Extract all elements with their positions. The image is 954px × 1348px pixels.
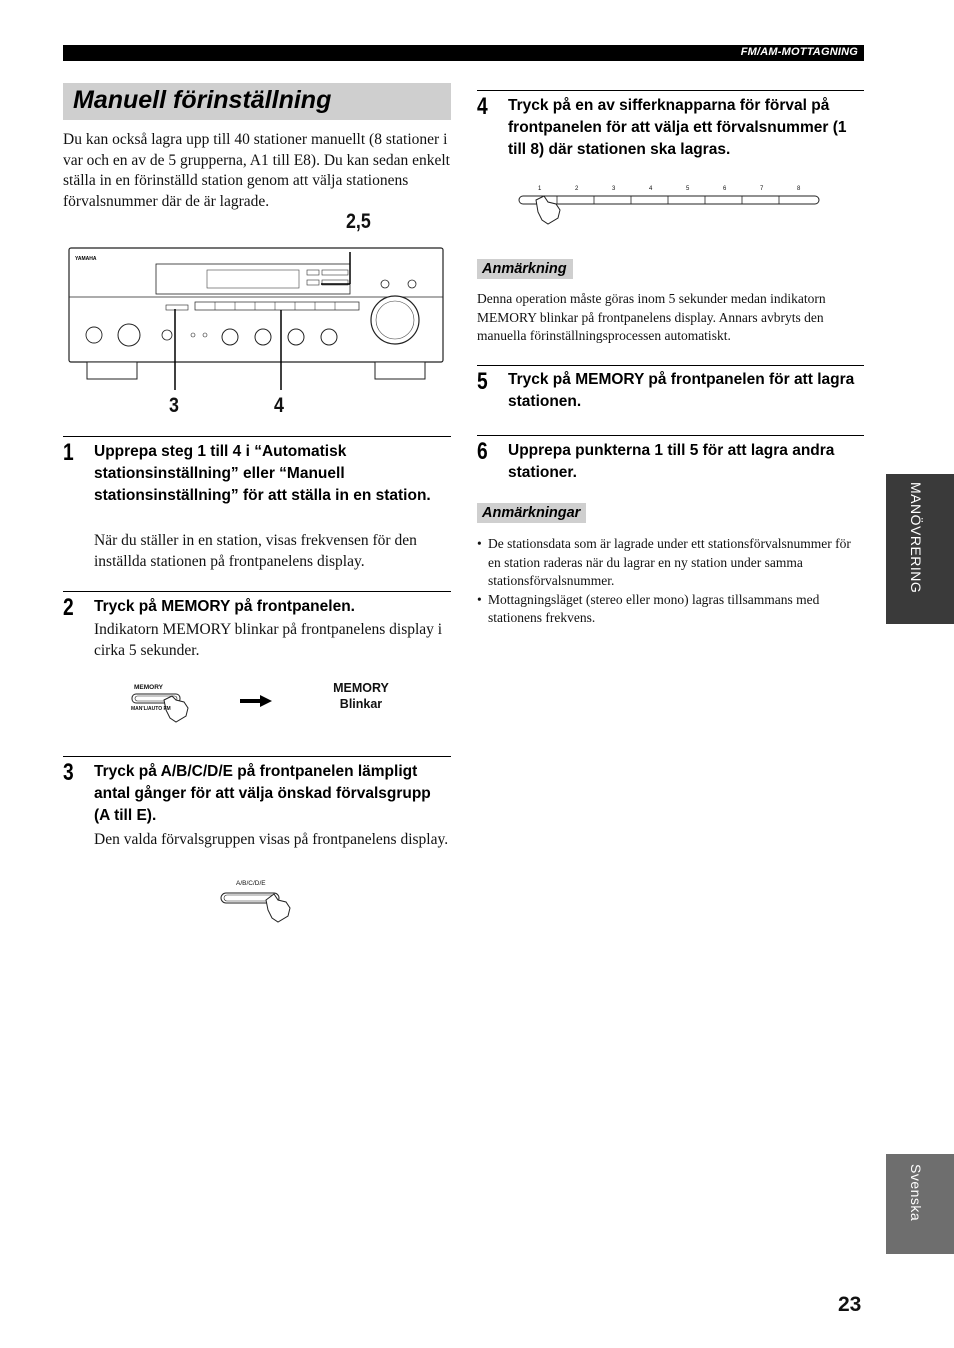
- preset-buttons-figure: [516, 184, 826, 226]
- page-title: Manuell förinställning: [73, 86, 332, 114]
- step-3-text: Den valda förvalsgruppen visas på frontpanelens display.: [94, 831, 449, 848]
- step-number: 4: [477, 93, 488, 120]
- section-tab-label: MANÖVRERING: [908, 482, 924, 594]
- abcde-button-label: A/B/C/D/E: [236, 880, 266, 887]
- step-3-heading: Tryck på A/B/C/D/E på frontpanelen lämpligt antal gånger för att välja önskad förvalsgrupp (A till E).: [94, 763, 431, 824]
- step-number: 2: [63, 594, 74, 621]
- step-6-heading: Upprepa punkterna 1 till 5 för att lagra andra stationer.: [508, 442, 835, 481]
- step-number: 6: [477, 438, 488, 465]
- step-number: 1: [63, 439, 74, 466]
- note-label: Anmärkning: [477, 259, 573, 279]
- step-5-heading: Tryck på MEMORY på frontpanelen för att lagra stationen.: [508, 371, 855, 410]
- step-number: 5: [477, 368, 488, 395]
- page-number: 23: [838, 1293, 862, 1316]
- preset-number: 3: [612, 186, 616, 192]
- step-2-heading: Tryck på MEMORY på frontpanelen.: [94, 598, 355, 615]
- callout-3: 3: [169, 394, 179, 417]
- preset-number: 8: [797, 186, 801, 192]
- preset-strip-hand-icon: [516, 194, 826, 226]
- section-header: FM/AM-MOTTAGNING: [740, 46, 858, 58]
- step-rule: [477, 90, 864, 91]
- notes-label: Anmärkningar: [477, 503, 586, 523]
- section-side-tab: [886, 474, 954, 624]
- note-item-text: Mottagningsläget (stereo eller mono) lagras tillsammans med stationens frekvens.: [488, 591, 820, 625]
- receiver-figure: [63, 212, 453, 422]
- header-bar: [63, 45, 864, 61]
- memory-button-label: MEMORY: [134, 684, 164, 691]
- language-side-tab: [886, 1154, 954, 1254]
- preset-number: 6: [723, 186, 727, 192]
- note-item-text: De stationsdata som är lagrade under ett stationsförvalsnummer för en station raderas när du lagrar en ny station under samma stationsförvalsnummer.: [488, 536, 851, 588]
- blinkar-label: Blinkar: [339, 697, 383, 711]
- preset-number: 2: [575, 186, 579, 192]
- abcde-figure: [218, 878, 308, 924]
- notes-list: [477, 535, 864, 628]
- step-rule: [63, 436, 451, 437]
- receiver-front-panel-illustration: [63, 212, 453, 422]
- title-box: [63, 83, 451, 120]
- memory-figure: [128, 680, 428, 730]
- preset-number: 4: [649, 186, 653, 192]
- step-rule: [477, 365, 864, 366]
- step-1-text: När du ställer in en station, visas frekvensen för den inställda stationen på frontpanelens display.: [94, 532, 417, 570]
- step-2-text: Indikatorn MEMORY blinkar på frontpanelens display i cirka 5 sekunder.: [94, 621, 443, 659]
- step-rule: [63, 756, 451, 757]
- list-item: • Mottagningsläget (stereo eller mono) lagras tillsammans med stationens frekvens.: [477, 591, 820, 625]
- memory-sub-label: MAN'L/AUTO FM: [131, 706, 171, 712]
- preset-number: 1: [538, 186, 542, 192]
- step-1-heading: Upprepa steg 1 till 4 i “Automatisk stationsinställning” eller “Manuell stationsinställning” för att ställa in en station.: [94, 443, 431, 504]
- list-item: • De stationsdata som är lagrade under ett stationsförvalsnummer för en station raderas när du lagrar en ny station under samma stationsförvalsnummer.: [477, 536, 851, 588]
- preset-number: 5: [686, 186, 690, 192]
- step-rule: [477, 435, 864, 436]
- step-number: 3: [63, 759, 74, 786]
- step-4-heading: Tryck på en av sifferknapparna för förval på frontpanelen för att välja ett förvalsnummer (1 till 8) där stationen ska lagras.: [508, 97, 847, 158]
- intro-paragraph: Du kan också lagra upp till 40 stationer manuellt (8 stationer i var och en av de 5 grupperna, A1 till E8). Du kan sedan enkelt ställa in en förinställd station genom att välja stationens förvalsnummer där de är lagrade.: [63, 131, 450, 210]
- note-text: Denna operation måste göras inom 5 sekunder medan indikatorn MEMORY blinkar på frontpanelens display. Annars avbryts den manuella förinställningsprocessen automatiskt.: [477, 291, 826, 343]
- abcde-button-hand-icon: [218, 888, 298, 924]
- arrow-right-icon: [240, 694, 274, 708]
- preset-number: 7: [760, 186, 764, 192]
- step-rule: [63, 591, 451, 592]
- callout-2-5: 2,5: [346, 210, 371, 233]
- callout-4: 4: [274, 394, 284, 417]
- brand-logo: YAMAHA: [75, 256, 97, 262]
- language-tab-label: Svenska: [908, 1164, 924, 1222]
- memory-result-label: MEMORY: [333, 681, 389, 695]
